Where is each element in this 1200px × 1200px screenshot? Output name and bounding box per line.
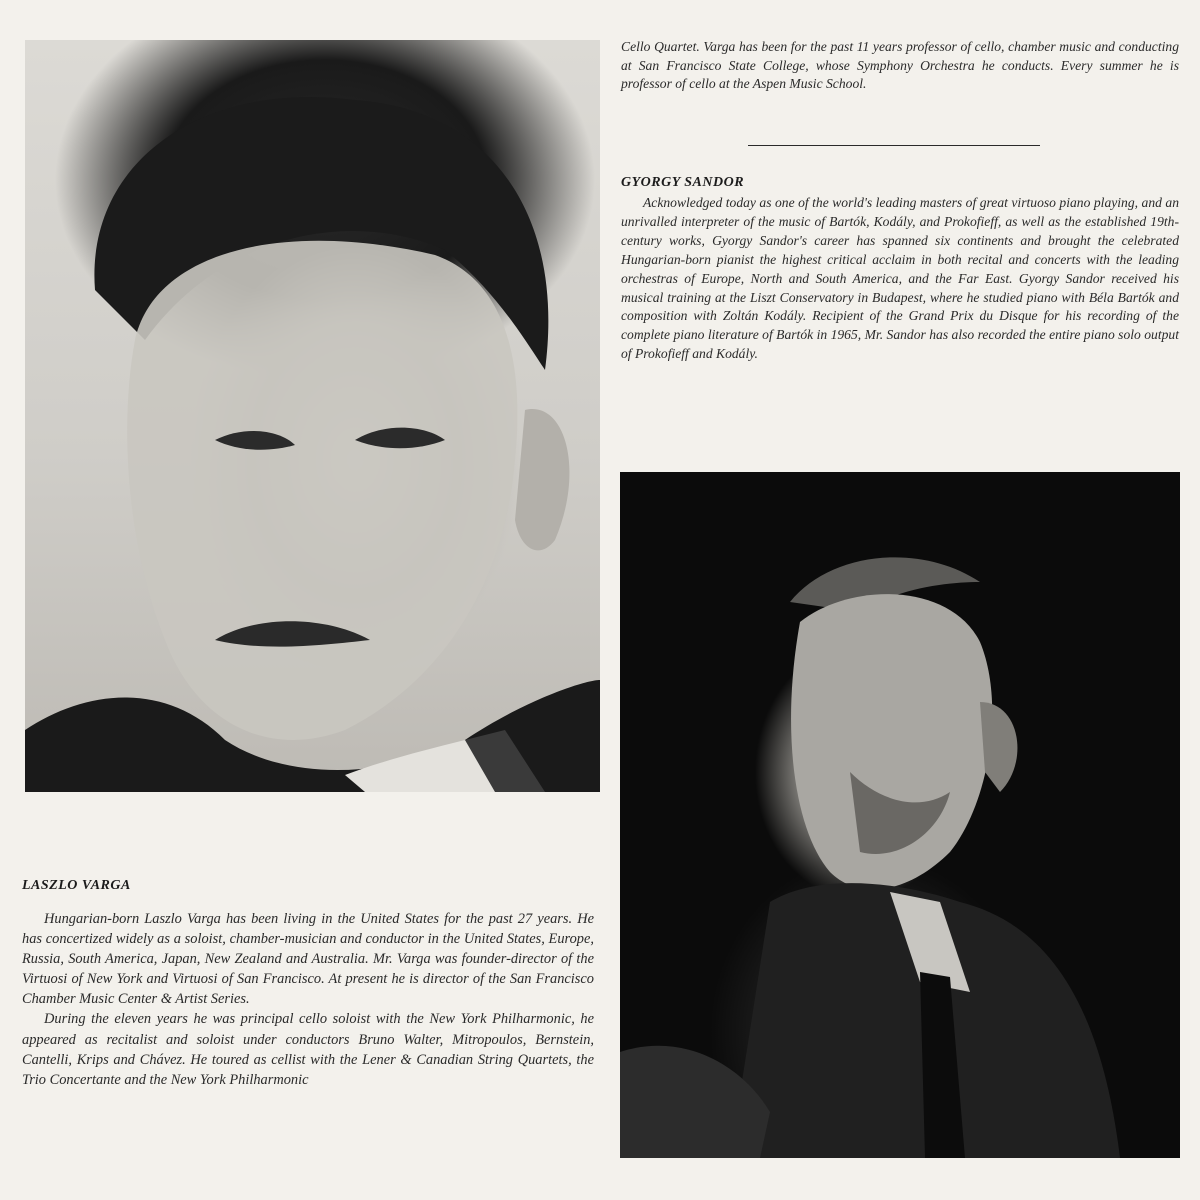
portrait-photo-varga: [25, 40, 600, 792]
sandor-heading: GYORGY SANDOR: [621, 175, 745, 190]
varga-bio-paragraph-2: During the eleven years he was principal cello soloist with the New York Philharmonic, he appeared as recitalist and soloist under conductors Bruno Walter, Mitropoulos, Bernstein, Cantelli, Krips and Chávez. He toured as cellist with the Lener & Canadian String Quartets, the Trio Concertante and the New York Philharmonic: [22, 1011, 594, 1088]
portrait-photo-sandor: [620, 472, 1180, 1158]
section-divider: [748, 145, 1040, 146]
sandor-bio: [621, 194, 1179, 364]
portrait-drawing-varga: [25, 40, 600, 792]
varga-heading: LASZLO VARGA: [22, 878, 131, 893]
varga-bio-continuation-text: Cello Quartet. Varga has been for the past 11 years professor of cello, chamber music and conducting at San Francisco State College, whose Symphony Orchestra he conducts. Every summer he is professor of cello at the Aspen Music School.: [621, 39, 1179, 92]
varga-bio-continuation: [621, 38, 1179, 94]
varga-bio-paragraph-1: Hungarian-born Laszlo Varga has been living in the United States for the past 27 years. He has concertized widely as a soloist, chamber-musician and conductor in the United States, Europe, Russia, South America, Japan, New Zealand and Australia. Mr. Varga was founder-director of the Virtuosi of New York and Virtuosi of San Francisco. At present he is director of the San Francisco Chamber Music Center & Artist Series.: [22, 911, 594, 1008]
sandor-bio-paragraph: Acknowledged today as one of the world's leading masters of great virtuoso piano playing, and an unrivalled interpreter of the music of Bartók, Kodály, and Prokofieff, as well as the established 19th-century works, Gyorgy Sandor's career has spanned six continents and brought the celebrated Hungarian-born pianist the highest critical acclaim in both recital and concerts with the leading orchestras of Europe, North and South America, and the Far East. Gyorgy Sandor received his musical training at the Liszt Conservatory in Budapest, where he studied piano with Béla Bartók and composition with Zoltán Kodály. Recipient of the Grand Prix du Disque for his recording of the complete piano literature of Bartók in 1965, Mr. Sandor has also recorded the entire piano solo output of Prokofieff and Kodály.: [621, 195, 1179, 362]
portrait-drawing-sandor: [620, 472, 1180, 1158]
varga-bio: [22, 909, 594, 1090]
